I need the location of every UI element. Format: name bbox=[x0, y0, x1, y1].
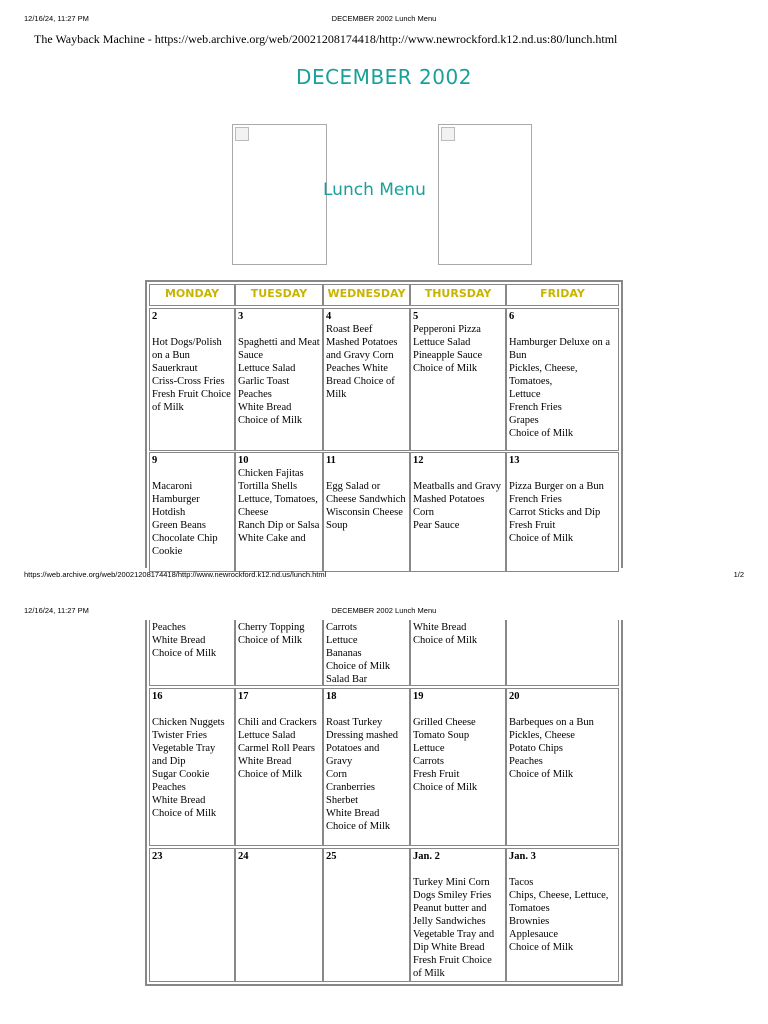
page-number: 1/2 bbox=[733, 570, 744, 579]
day-cell: 19 Grilled Cheese Tomato Soup Lettuce Carrots Fresh Fruit Choice of Milk bbox=[410, 688, 506, 846]
day-cell: 18 Roast Turkey Dressing mashed Potatoes and Gravy Corn Cranberries Sherbet White Bread Choice of Milk bbox=[323, 688, 410, 846]
day-cell: 17 Chili and Crackers Lettuce Salad Carmel Roll Pears White Bread Choice of Milk bbox=[235, 688, 323, 846]
day-cell: 3 Spaghetti and Meat Sauce Lettuce Salad Garlic Toast Peaches White Bread Choice of Milk bbox=[235, 308, 323, 451]
day-header: WEDNESDAY bbox=[323, 284, 410, 306]
day-cell: 2 Hot Dogs/Polish on a Bun Sauerkraut Criss-Cross Fries Fresh Fruit Choice of Milk bbox=[149, 308, 235, 451]
day-cell: 25 bbox=[323, 848, 410, 982]
print-url: https://web.archive.org/web/20021208174418/http://www.newrockford.k12.nd.us/lunch.html bbox=[24, 570, 327, 579]
lunch-title: Lunch Menu bbox=[323, 180, 426, 200]
day-cell: 24 bbox=[235, 848, 323, 982]
day-cell: Peaches White Bread Choice of Milk bbox=[149, 620, 235, 686]
day-cell: 12 Meatballs and Gravy Mashed Potatoes Corn Pear Sauce bbox=[410, 452, 506, 572]
day-cell bbox=[506, 620, 619, 686]
print-datetime: 12/16/24, 11:27 PM bbox=[24, 14, 89, 23]
print-header-page1 bbox=[0, 14, 768, 28]
menu-table-page1 bbox=[145, 280, 623, 568]
broken-image-right bbox=[438, 124, 532, 265]
day-header: TUESDAY bbox=[235, 284, 323, 306]
day-cell: 13 Pizza Burger on a Bun French Fries Carrot Sticks and Dip Fresh Fruit Choice of Milk bbox=[506, 452, 619, 572]
day-header: FRIDAY bbox=[506, 284, 619, 306]
day-cell: 11 Egg Salad or Cheese Sandwhich Wisconsin Cheese Soup bbox=[323, 452, 410, 572]
day-header: THURSDAY bbox=[410, 284, 506, 306]
day-cell: 4 Roast Beef Mashed Potatoes and Gravy Corn Peaches White Bread Choice of Milk bbox=[323, 308, 410, 451]
broken-image-icon bbox=[441, 127, 455, 141]
page-break bbox=[0, 582, 768, 604]
day-cell: 6 Hamburger Deluxe on a Bun Pickles, Cheese, Tomatoes, Lettuce French Fries Grapes Choice of Milk bbox=[506, 308, 619, 451]
day-cell: White Bread Choice of Milk bbox=[410, 620, 506, 686]
print-header-page2 bbox=[0, 606, 768, 620]
day-cell: Jan. 3 Tacos Chips, Cheese, Lettuce, Tomatoes Brownies Applesauce Choice of Milk bbox=[506, 848, 619, 982]
day-cell: 23 bbox=[149, 848, 235, 982]
day-cell: 9 Macaroni Hamburger Hotdish Green Beans Chocolate Chip Cookie bbox=[149, 452, 235, 572]
print-datetime: 12/16/24, 11:27 PM bbox=[24, 606, 89, 615]
day-cell: Jan. 2 Turkey Mini Corn Dogs Smiley Fries Peanut butter and Jelly Sandwiches Vegetable Tray and Dip White Bread Fresh Fruit Choice of Milk bbox=[410, 848, 506, 982]
day-header: MONDAY bbox=[149, 284, 235, 306]
day-cell: Carrots Lettuce Bananas Choice of Milk Salad Bar bbox=[323, 620, 410, 686]
print-title: DECEMBER 2002 Lunch Menu bbox=[331, 14, 437, 23]
day-cell: Cherry Topping Choice of Milk bbox=[235, 620, 323, 686]
month-title: DECEMBER 2002 bbox=[296, 65, 472, 89]
broken-image-icon bbox=[235, 127, 249, 141]
broken-image-left bbox=[232, 124, 327, 265]
day-cell: 10 Chicken Fajitas Tortilla Shells Lettuce, Tomatoes, Cheese Ranch Dip or Salsa White Cake and bbox=[235, 452, 323, 572]
print-title: DECEMBER 2002 Lunch Menu bbox=[331, 606, 437, 615]
day-cell: 20 Barbeques on a Bun Pickles, Cheese Potato Chips Peaches Choice of Milk bbox=[506, 688, 619, 846]
wayback-line[interactable]: The Wayback Machine - https://web.archive.org/web/20021208174418/http://www.newrockford.k12.nd.us:80/lunch.html bbox=[34, 32, 618, 46]
day-cell: 5 Pepperoni Pizza Lettuce Salad Pineapple Sauce Choice of Milk bbox=[410, 308, 506, 451]
menu-table-page2 bbox=[145, 620, 623, 986]
day-cell: 16 Chicken Nuggets Twister Fries Vegetable Tray and Dip Sugar Cookie Peaches White Bread Choice of Milk bbox=[149, 688, 235, 846]
